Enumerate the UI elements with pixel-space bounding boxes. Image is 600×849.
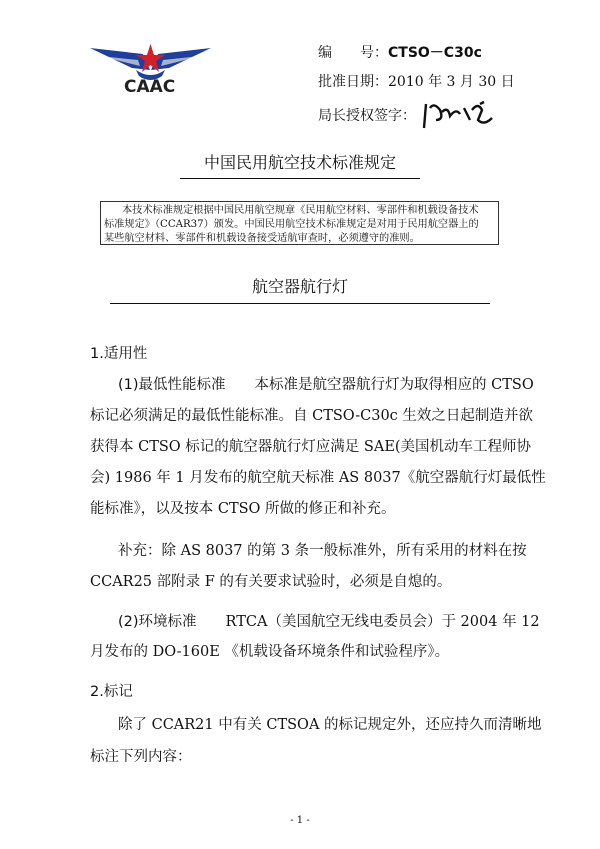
logo-text: CAAC [124, 77, 176, 97]
paragraph-line: 获得本 CTSO 标记的航空器航行灯应满足 SAE(美国机动车工程师协 [90, 439, 532, 455]
paragraph-line: 月发布的 DO-160E 《机载设备环境条件和试验程序》。 [90, 644, 450, 660]
caac-logo [88, 40, 213, 102]
subject-underline [110, 303, 490, 304]
text: RTCA（美国航空无线电委员会）于 2004 年 12 [225, 614, 540, 630]
sign-label: 局长授权签字： [318, 108, 416, 124]
number-label: 编 号： [318, 45, 388, 61]
authorized-signature [318, 100, 500, 132]
paragraph-line: 能标准》，以及按本 CTSO 所做的修正和补充。 [90, 501, 396, 517]
document-title: 中国民用航空技术标准规定 [203, 153, 396, 172]
page-number: - 1 - [290, 815, 310, 826]
paragraph-heading: (2)环境标准 [118, 614, 197, 630]
date-value: 2010 年 3 月 30 日 [388, 74, 515, 90]
notice-line: 标准规定》（CCAR37）颁发。中国民用航空技术标准规定是对用于民用航空器上的 [104, 219, 479, 230]
paragraph-line: 会) 1986 年 1 月发布的航空航天标准 AS 8037《航空器航行灯最低性 [90, 470, 546, 486]
paragraph-line: 标注下列内容： [90, 749, 192, 765]
approval-date [318, 71, 515, 91]
subject-title: 航空器航行灯 [251, 277, 348, 296]
paragraph-line: 标记必须满足的最低性能标准。自 CTSO-C30c 生效之日起制造并欲 [90, 408, 533, 424]
number-value: CTSO－C30c [388, 45, 482, 61]
notice-box [100, 201, 499, 245]
section-heading: 1.适用性 [90, 346, 148, 362]
paragraph-line [118, 373, 534, 394]
paragraph-line: CCAR25 部附录 F 的有关要求试验时，必须是自熄的。 [90, 574, 452, 590]
notice-line: 某些航空材料、零部件和机载设备接受适航审查时，必须遵守的准则。 [104, 233, 420, 244]
paragraph-line: 补充：除 AS 8037 的第 3 条一般标准外，所有采用的材料在按 [118, 543, 527, 559]
paragraph-heading: (1)最低性能标准 [118, 377, 226, 393]
document-number [318, 42, 482, 62]
notice-line: 本技术标准规定根据中国民用航空规章《民用航空材料、零部件和机载设备技术 [122, 205, 479, 216]
section-heading: 2.标记 [90, 684, 133, 700]
title-underline [180, 178, 420, 179]
signature-image [420, 100, 500, 132]
text: 本标准是航空器航行灯为取得相应的 CTSO [254, 377, 534, 393]
paragraph-line: 除了 CCAR21 中有关 CTSOA 的标记规定外，还应持久而清晰地 [118, 717, 542, 733]
paragraph-line [118, 610, 540, 631]
date-label: 批准日期： [318, 74, 388, 90]
